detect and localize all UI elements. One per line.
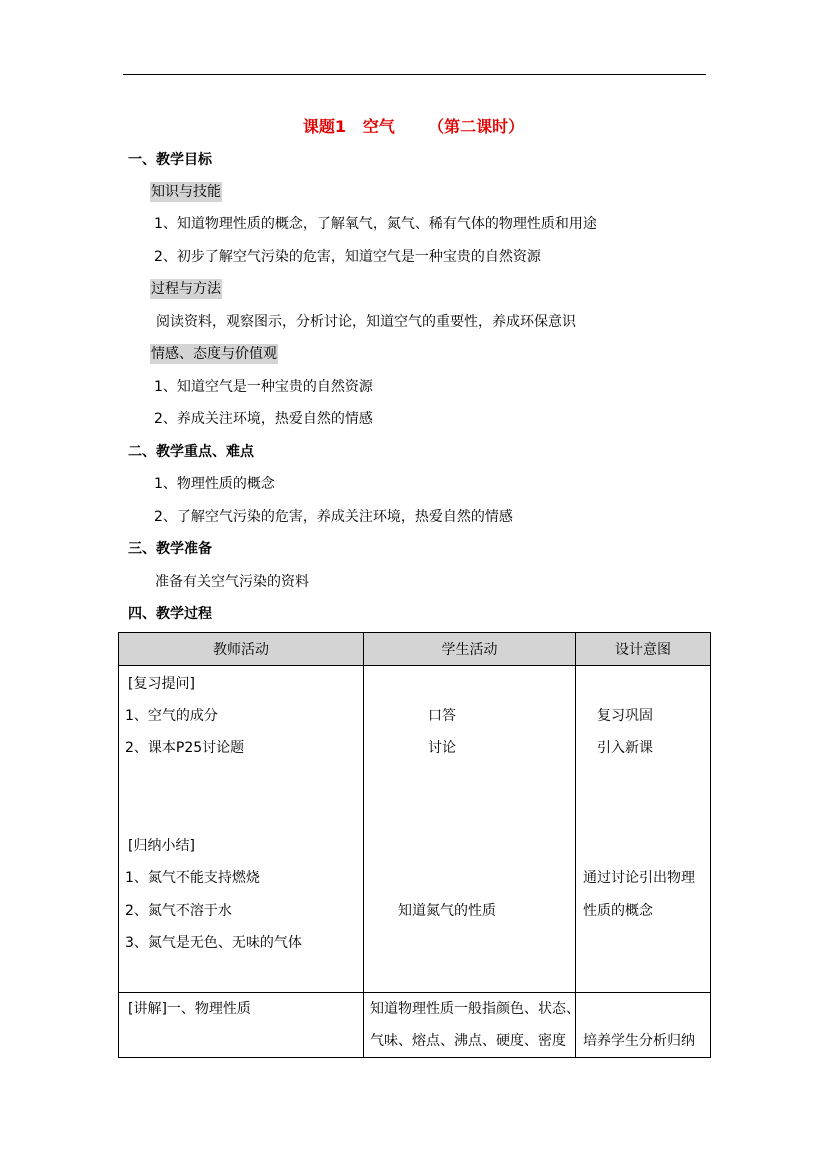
subheading-attitude: 情感、态度与价值观	[151, 346, 277, 362]
design-intent-cell	[576, 666, 711, 993]
teacher-activity-cell	[119, 993, 364, 1058]
section-heading-key-points: 二、教学重点、难点	[128, 444, 254, 460]
cell-text: 1、氮气不能支持燃烧	[125, 870, 260, 886]
cell-text: 培养学生分析归纳	[583, 1033, 695, 1049]
goal-item: 阅读资料，观察图示，分析讨论，知道空气的重要性，养成环保意识	[156, 314, 576, 330]
section-heading-preparation: 三、教学准备	[128, 541, 212, 557]
subheading-knowledge: 知识与技能	[151, 184, 221, 200]
cell-text: 知道物理性质一般指颜色、状态、	[370, 1001, 580, 1017]
key-point-item: 2、了解空气污染的危害，养成关注环境，热爱自然的情感	[154, 509, 513, 525]
goal-item: 2、养成关注环境，热爱自然的情感	[154, 411, 373, 427]
goal-item: 1、知道物理性质的概念，了解氧气，氮气、稀有气体的物理性质和用途	[154, 216, 597, 232]
goal-item: 1、知道空气是一种宝贵的自然资源	[154, 379, 373, 395]
table-header-row	[119, 633, 711, 666]
subheading-process: 过程与方法	[151, 281, 221, 297]
cell-text: 通过讨论引出物理	[583, 870, 695, 886]
goal-item: 2、初步了解空气污染的危害，知道空气是一种宝贵的自然资源	[154, 249, 541, 265]
title-period: （第二课时）	[428, 117, 525, 136]
student-activity-cell	[364, 993, 580, 1058]
section-heading-goals: 一、教学目标	[128, 152, 212, 168]
column-header-student: 学生活动	[364, 633, 576, 666]
preparation-item: 准备有关空气污染的资料	[155, 574, 309, 590]
lesson-process-table	[118, 632, 711, 1058]
student-activity-cell	[364, 666, 576, 993]
cell-text: 复习巩固	[597, 708, 653, 724]
cell-text: [复习提问]	[128, 676, 195, 692]
header-rule	[123, 74, 706, 75]
column-header-teacher: 教师活动	[119, 633, 364, 666]
design-intent-cell	[576, 993, 711, 1058]
page-title	[0, 114, 827, 137]
cell-text: 引入新课	[597, 740, 653, 756]
table-row	[119, 993, 711, 1058]
key-point-item: 1、物理性质的概念	[154, 476, 275, 492]
cell-text: 1、空气的成分	[125, 708, 218, 724]
title-topic: 空气	[362, 117, 395, 136]
title-lesson: 课题1	[302, 117, 346, 136]
cell-text: [讲解]一、物理性质	[128, 1001, 251, 1017]
cell-text: [归纳小结]	[128, 838, 195, 854]
cell-text: 气味、熔点、沸点、硬度、密度	[370, 1033, 566, 1049]
cell-text: 讨论	[428, 740, 456, 756]
cell-text: 知道氮气的性质	[398, 903, 496, 919]
cell-text: 性质的概念	[583, 903, 653, 919]
cell-text: 口答	[428, 708, 456, 724]
cell-text: 3、氮气是无色、无味的气体	[125, 935, 302, 951]
table-row	[119, 666, 711, 993]
column-header-intent: 设计意图	[576, 633, 711, 666]
cell-text: 2、课本P25讨论题	[125, 740, 245, 756]
cell-text: 2、氮气不溶于水	[125, 903, 232, 919]
section-heading-process: 四、教学过程	[128, 606, 212, 622]
teacher-activity-cell	[119, 666, 364, 993]
